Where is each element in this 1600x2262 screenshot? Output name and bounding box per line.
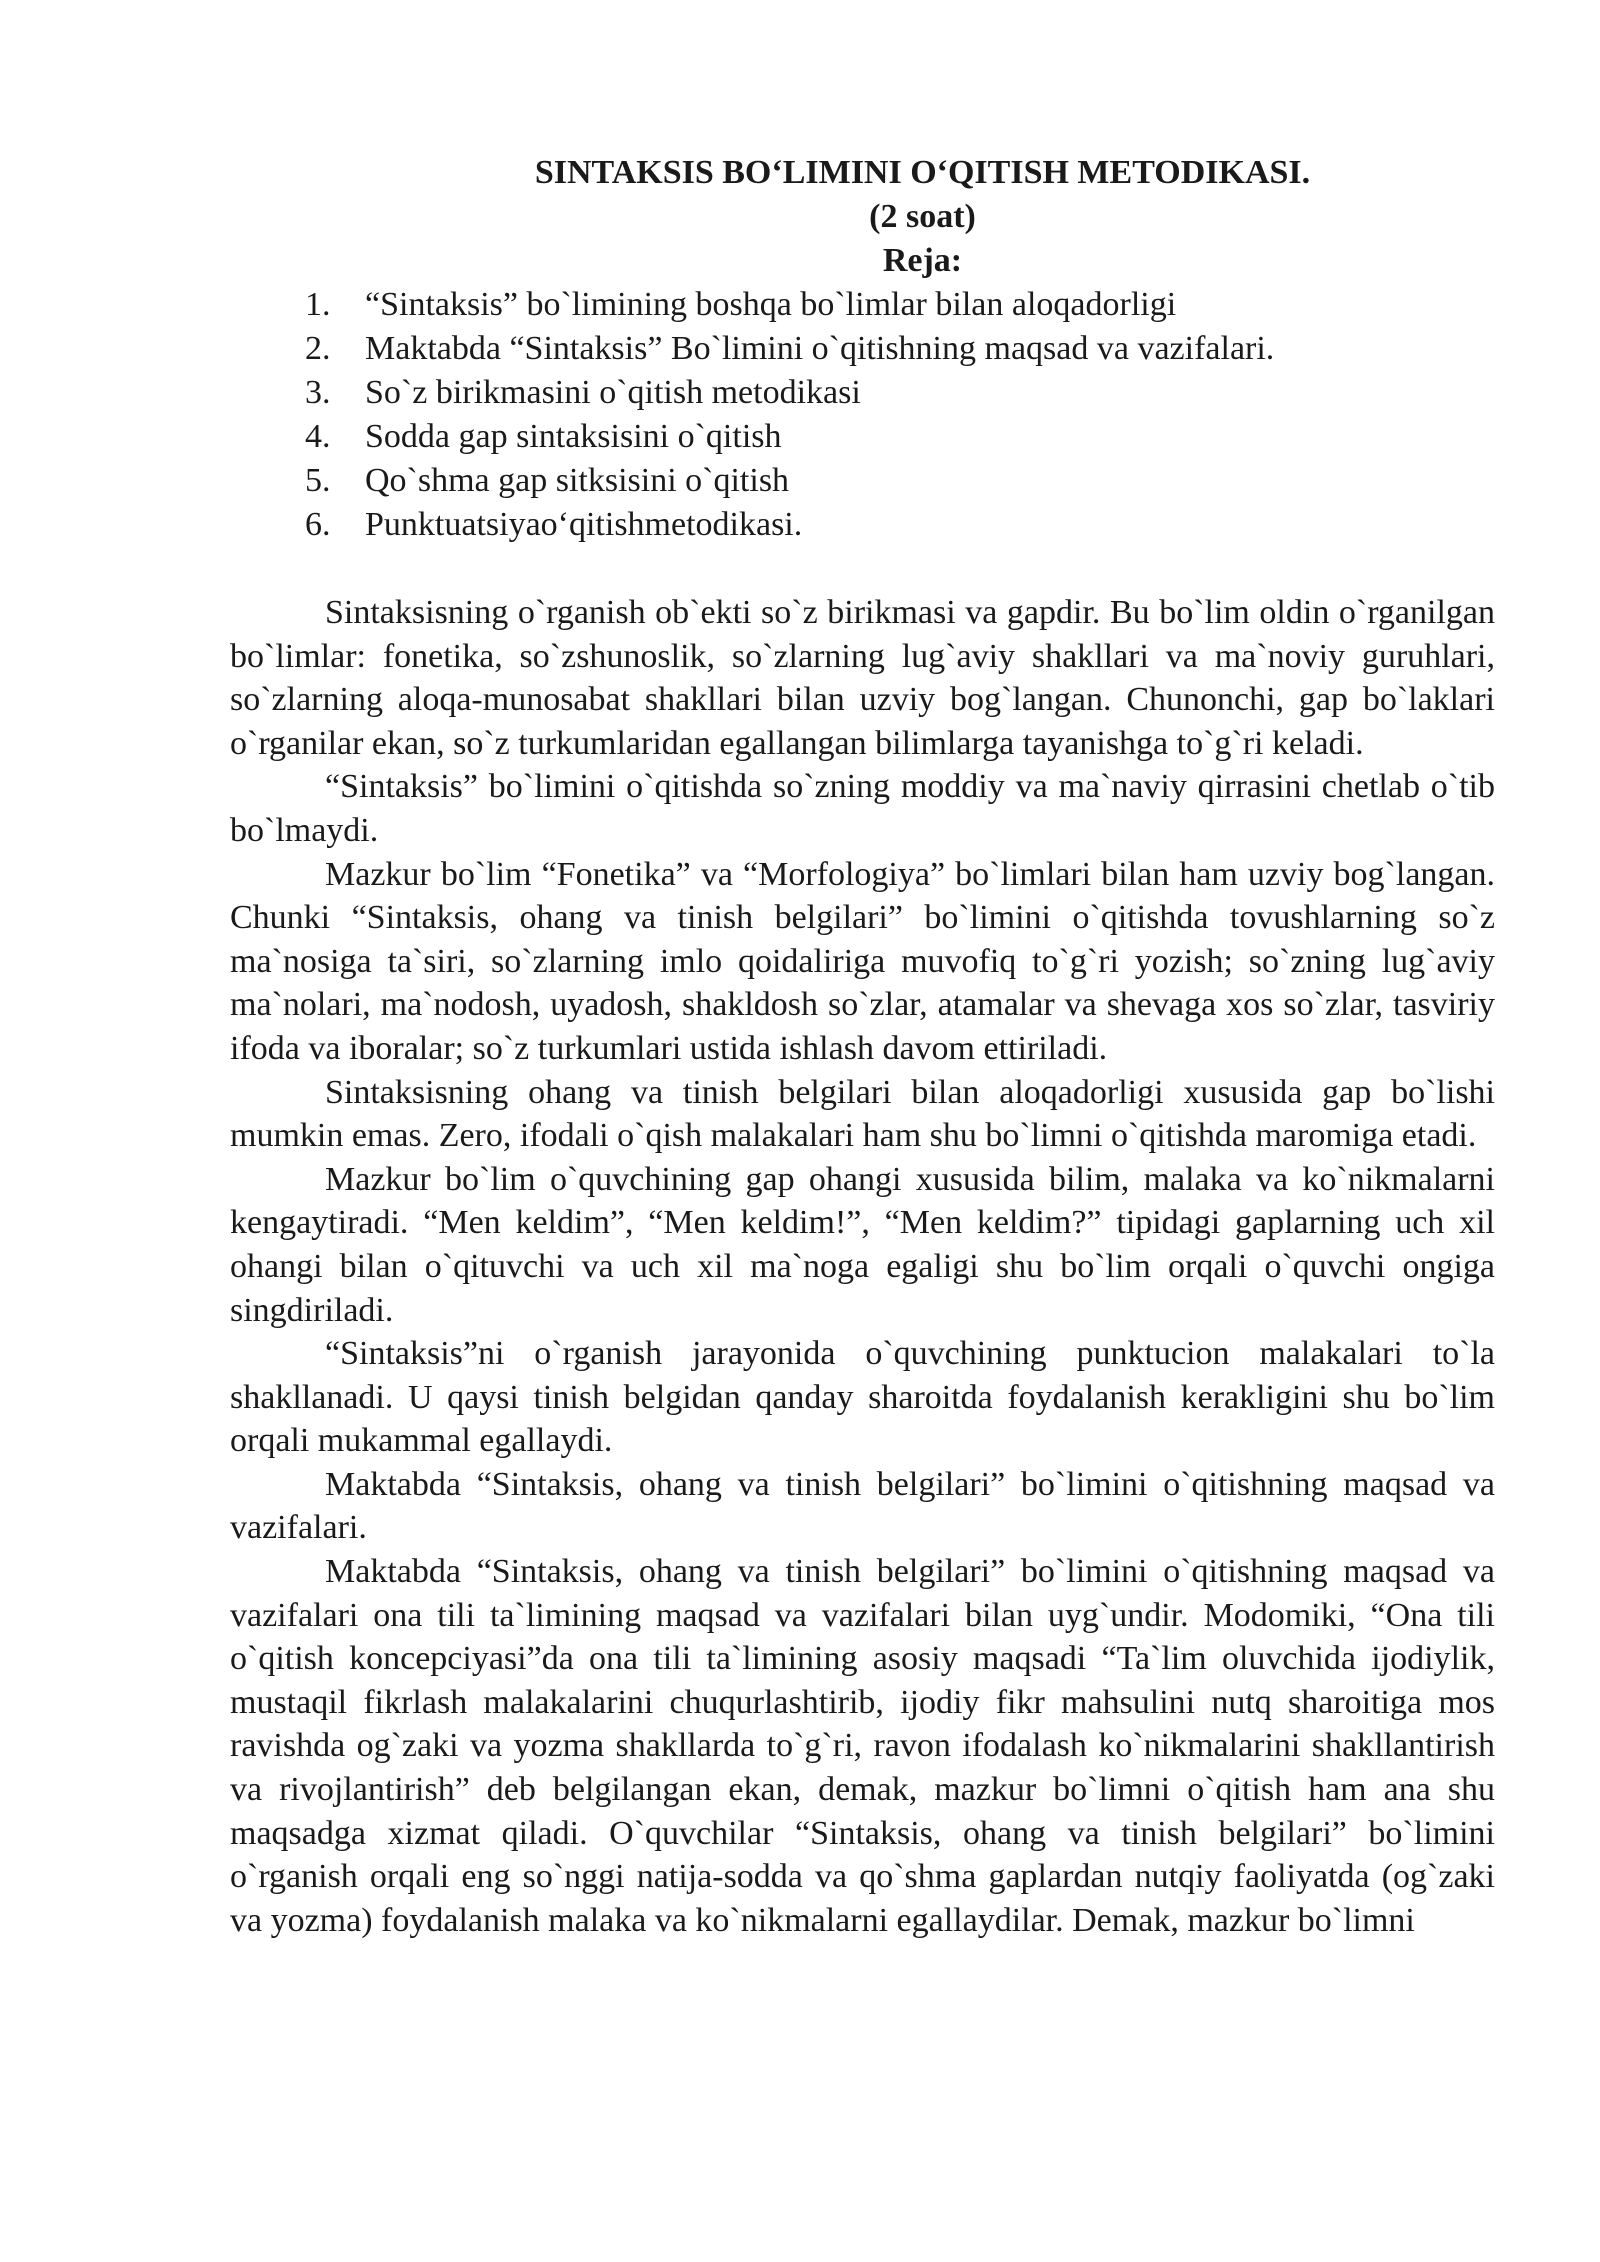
plan-item-text: Maktabda “Sintaksis” Bo`limini o`qitishning maqsad va vazifalari.: [365, 330, 1275, 367]
plan-item: [230, 415, 1495, 459]
paragraph: “Sintaksis”ni o`rganish jarayonida o`quvchining punktucion malakalari to`la shakllanadi. U qaysi tinish belgidan qanday sharoitda foydalanish kerakligini shu bo`lim orqali mukammal egallaydi.: [230, 1335, 1495, 1460]
plan-item-text: Punktuatsiyaoʻqitishmetodikasi.: [365, 506, 803, 543]
plan-item: [230, 459, 1495, 503]
paragraph: Sintaksisning o`rganish ob`ekti so`z birikmasi va gapdir. Bu bo`lim oldin o`rganilgan bo`limlar: fonetika, so`zshunoslik, so`zlarning lug`aviy shakllari va ma`noviy guruhlari, so`zlarning aloqa-munosabat shakllari bilan uzviy bog`langan. Chunonchi, gap bo`laklari o`rganilar ekan, so`z turkumlaridan egallangan bilimlarga tayanishga to`g`ri keladi.: [230, 594, 1495, 762]
plan-item-text: So`z birikmasini o`qitish metodikasi: [365, 374, 861, 411]
plan-item: [230, 503, 1495, 547]
paragraph: Sintaksisning ohang va tinish belgilari bilan aloqadorligi xususida gap bo`lishi mumkin emas. Zero, ifodali o`qish malakalari ham shu bo`limni o`qitishda maromiga etadi.: [230, 1073, 1495, 1155]
paragraph: Maktabda “Sintaksis, ohang va tinish belgilari” bo`limini o`qitishning maqsad va vazifalari ona tili ta`limining maqsad va vazifalari bilan uyg`undir. Modomiki, “Ona tili o`qitish koncepciyasi”da ona tili ta`limining asosiy maqsadi “Ta`lim oluvchida ijodiylik, mustaqil fikrlash malakalarini chuqurlashtirib, ijodiy fikr mahsulini nutq sharoitiga mos ravishda og`zaki va yozma shakllarda to`g`ri, ravon ifodalash ko`nikmalarini shakllantirish va rivojlantirish” deb belgilangan ekan, demak, mazkur bo`limni o`qitish ham ana shu maqsadga xizmat qiladi. O`quvchilar “Sintaksis, ohang va tinish belgilari” bo`limini o`rganish orqali eng so`nggi natija-sodda va qo`shma gaplardan nutqiy faoliyatda (og`zaki va yozma) foydalanish malaka va ko`nikmalarni egallaydilar. Demak, mazkur bo`limni: [230, 1553, 1495, 1939]
plan-item-number: 6.: [305, 506, 331, 543]
plan-item-number: 2.: [305, 330, 331, 367]
plan-item: [230, 327, 1495, 371]
plan-item-number: 5.: [305, 462, 331, 499]
plan-item: [230, 283, 1495, 327]
plan-item-number: 4.: [305, 418, 331, 455]
paragraph: Maktabda “Sintaksis, ohang va tinish belgilari” bo`limini o`qitishning maqsad va vazifalari.: [230, 1465, 1495, 1547]
lesson-hours: (2 soat): [869, 198, 976, 235]
plan-item: [230, 371, 1495, 415]
plan-item-text: Qo`shma gap sitksisini o`qitish: [365, 462, 790, 499]
plan-heading: Reja:: [882, 242, 963, 279]
plan-list: [230, 283, 1495, 547]
document-title: SINTAKSIS BO‘LIMINI O‘QITISH METODIKASI.: [534, 154, 1311, 191]
plan-item-number: 3.: [305, 374, 331, 411]
plan-item-text: “Sintaksis” bo`limining boshqa bo`limlar bilan aloqadorligi: [365, 286, 1177, 323]
document-page: [230, 150, 1495, 1942]
body-text: [230, 591, 1495, 1942]
paragraph: Mazkur bo`lim o`quvchining gap ohangi xususida bilim, malaka va ko`nikmalarni kengaytiradi. “Men keldim”, “Men keldim!”, “Men keldim?” tipidagi gaplarning uch xil ohangi bilan o`qituvchi va uch xil ma`noga egaligi shu bo`lim orqali o`quvchi ongiga singdiriladi.: [230, 1160, 1495, 1329]
paragraph: “Sintaksis” bo`limini o`qitishda so`zning moddiy va ma`naviy qirrasini chetlab o`tib bo`lmaydi.: [230, 768, 1495, 849]
plan-item-number: 1.: [305, 286, 331, 323]
plan-item-text: Sodda gap sintaksisini o`qitish: [365, 418, 782, 455]
paragraph: Mazkur bo`lim “Fonetika” va “Morfologiya” bo`limlari bilan ham uzviy bog`langan. Chunki “Sintaksis, ohang va tinish belgilari” bo`limini o`qitishda tovushlarning so`z ma`nosiga ta`siri, so`zlarning imlo qoidaliriga muvofiq to`g`ri yozish; so`zning lug`aviy ma`nolari, ma`nodosh, uyadosh, shakldosh so`zlar, atamalar va shevaga xos so`zlar, tasviriy ifoda va iboralar; so`z turkumlari ustida ishlash davom ettiriladi.: [230, 855, 1495, 1067]
